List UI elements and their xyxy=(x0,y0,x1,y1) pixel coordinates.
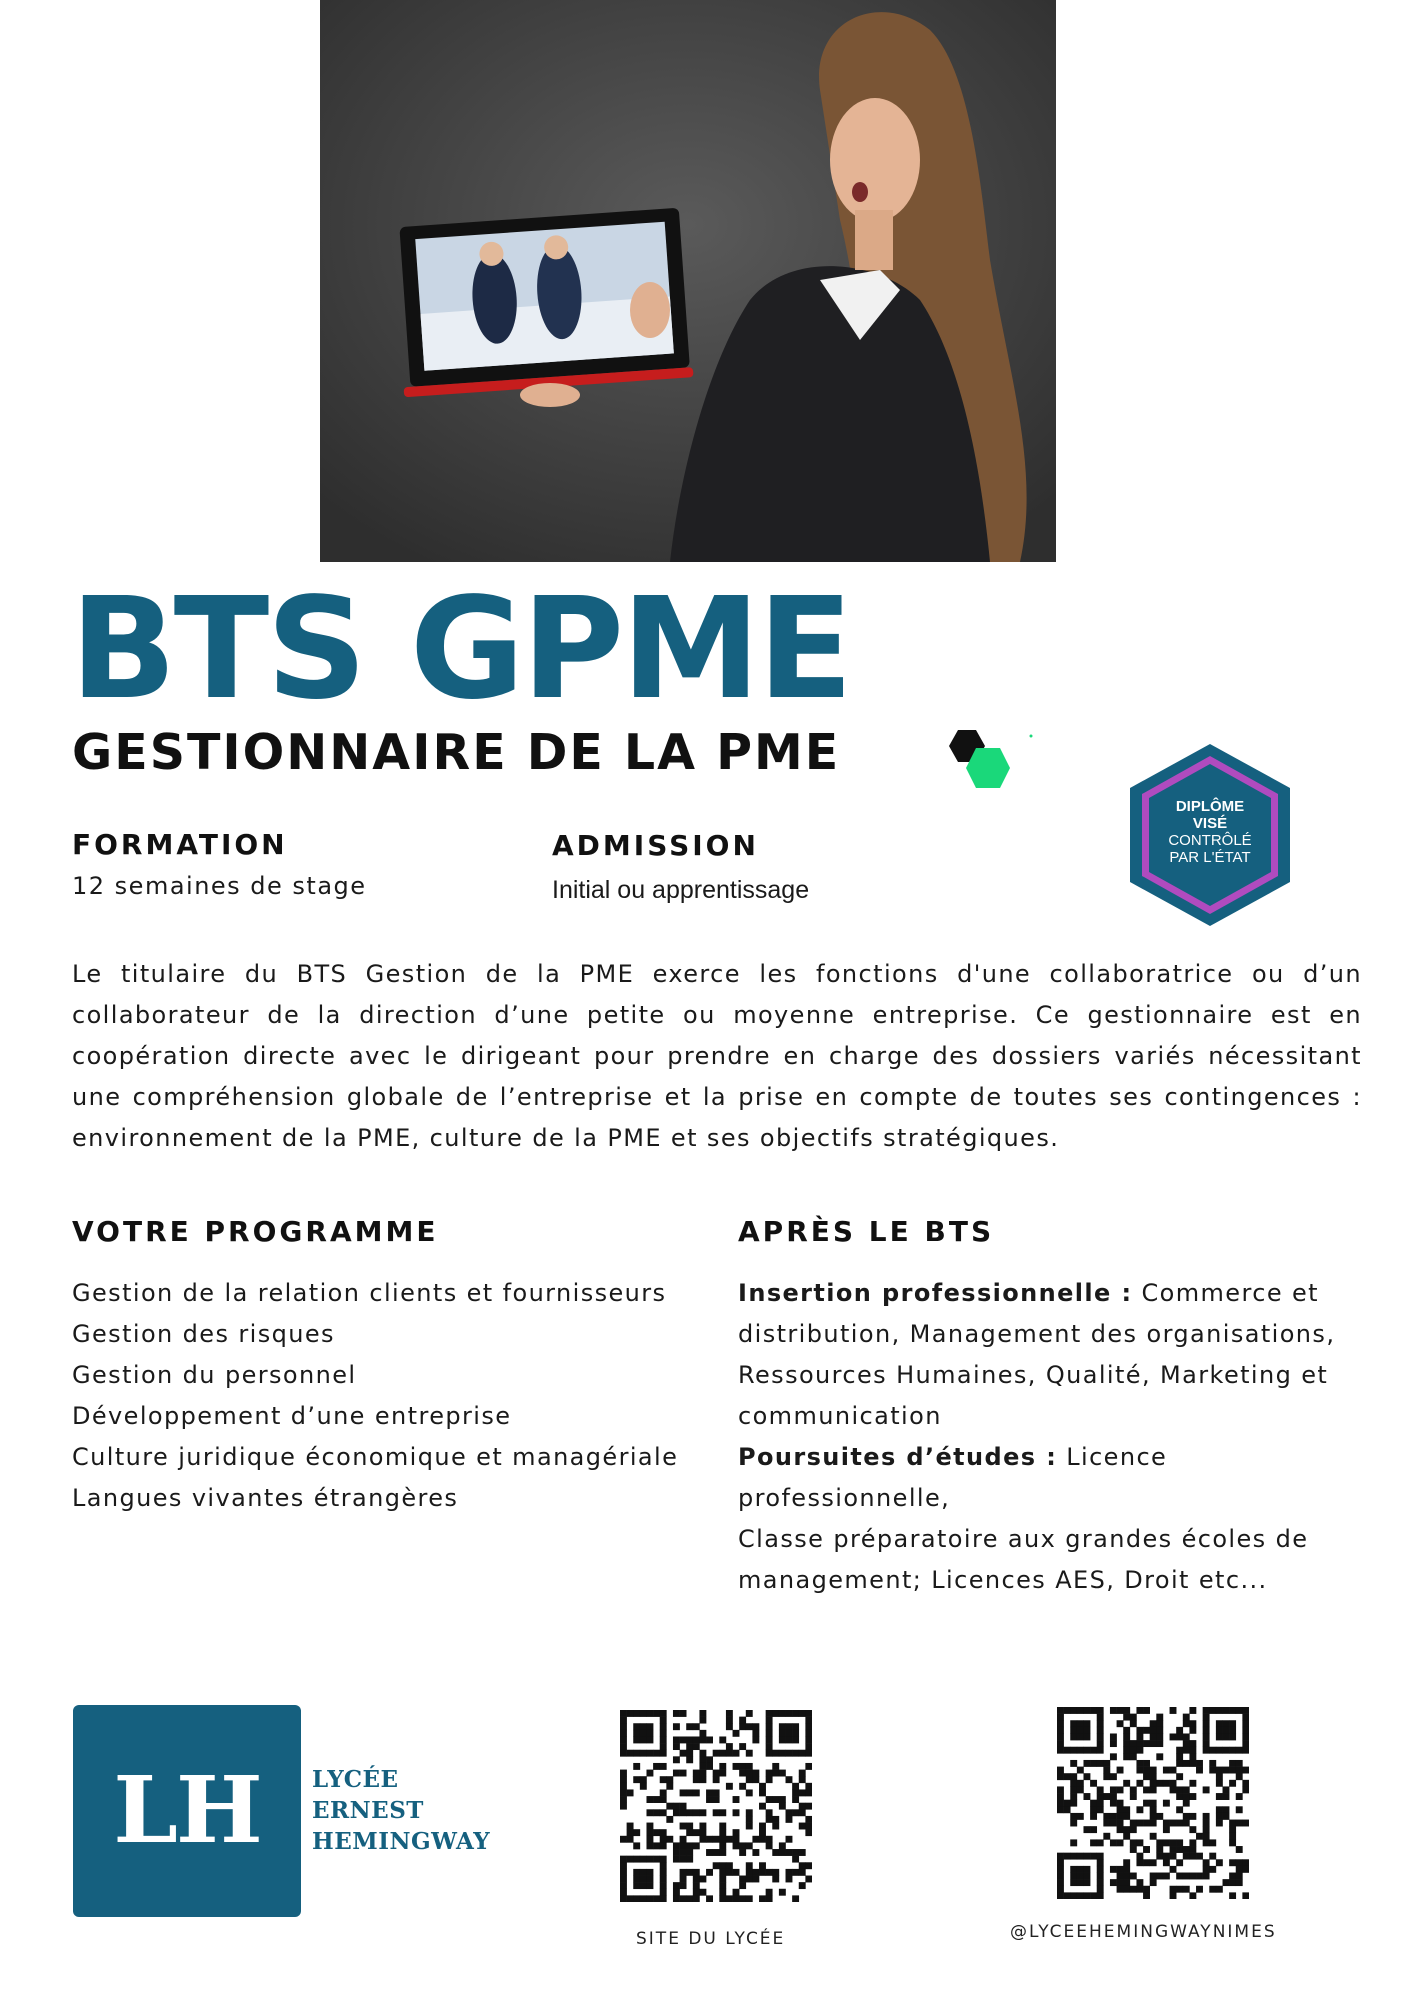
programme-list xyxy=(72,1273,678,1519)
list-item: Gestion du personnel xyxy=(72,1361,357,1389)
lycee-name-line: HEMINGWAY xyxy=(312,1828,491,1855)
badge-line: CONTRÔLÉ xyxy=(1168,832,1252,849)
formation-text: 12 semaines de stage xyxy=(72,872,367,900)
admission-heading: ADMISSION xyxy=(552,829,759,862)
poursuites-label: Poursuites d’études : xyxy=(738,1443,1058,1471)
diplome-vise-badge xyxy=(1126,742,1294,928)
insertion-text: Commerce et distribution, Management des organisations, Ressources Humaines, Qualité, Marketing et communication xyxy=(738,1279,1336,1430)
hexagon-decoration-icon xyxy=(938,730,1038,820)
list-item: Gestion de la relation clients et fournisseurs xyxy=(72,1279,667,1307)
apres-text xyxy=(738,1273,1378,1601)
programme-heading: VOTRE PROGRAMME xyxy=(72,1215,439,1248)
list-item: Gestion des risques xyxy=(72,1320,335,1348)
qr-code-instagram-icon[interactable] xyxy=(1057,1707,1249,1899)
qr-code-site-icon[interactable] xyxy=(620,1710,812,1902)
list-item: Langues vivantes étrangères xyxy=(72,1484,459,1512)
lycee-name xyxy=(312,1764,490,1857)
lycee-name-line: ERNEST xyxy=(312,1797,424,1824)
hero-photo xyxy=(320,0,1056,562)
description-paragraph: Le titulaire du BTS Gestion de la PME exerce les fonctions d'une collaboratrice ou d’un collaborateur de la direction d’une petite ou moyenne entreprise. Ce gestionnaire est en coopération directe avec le dirigeant pour prendre en charge des dossiers variés nécessitant une compréhension globale de l’entreprise et la prise en compte de toutes ses contingences : environnement de la PME, culture de la PME et ses objectifs stratégiques. xyxy=(72,960,1362,1152)
admission-text: Initial ou apprentissage xyxy=(552,876,810,904)
qr-caption-instagram: @LYCEEHEMINGWAYNIMES xyxy=(1010,1922,1277,1942)
poursuites-text: Licence professionnelle, xyxy=(738,1443,1168,1512)
badge-line: VISÉ xyxy=(1192,815,1228,832)
badge-line: DIPLÔME xyxy=(1175,798,1245,815)
lycee-name-line: LYCÉE xyxy=(312,1766,399,1793)
formation-heading: FORMATION xyxy=(72,828,288,861)
list-item: Développement d’une entreprise xyxy=(72,1402,512,1430)
insertion-label: Insertion professionnelle : xyxy=(738,1279,1133,1307)
apres-heading: APRÈS LE BTS xyxy=(738,1215,995,1248)
page-subtitle: GESTIONNAIRE DE LA PME xyxy=(72,724,841,781)
logo-letters: LH xyxy=(113,1756,261,1864)
poursuites-text-continued: Classe préparatoire aux grandes écoles de management; Licences AES, Droit etc... xyxy=(738,1525,1309,1594)
badge-line: PAR L'ÉTAT xyxy=(1169,849,1251,866)
qr-caption-site: SITE DU LYCÉE xyxy=(636,1929,786,1949)
list-item: Culture juridique économique et managériale xyxy=(72,1443,679,1471)
page-title: BTS GPME xyxy=(70,568,851,731)
lycee-logo xyxy=(73,1705,301,1917)
